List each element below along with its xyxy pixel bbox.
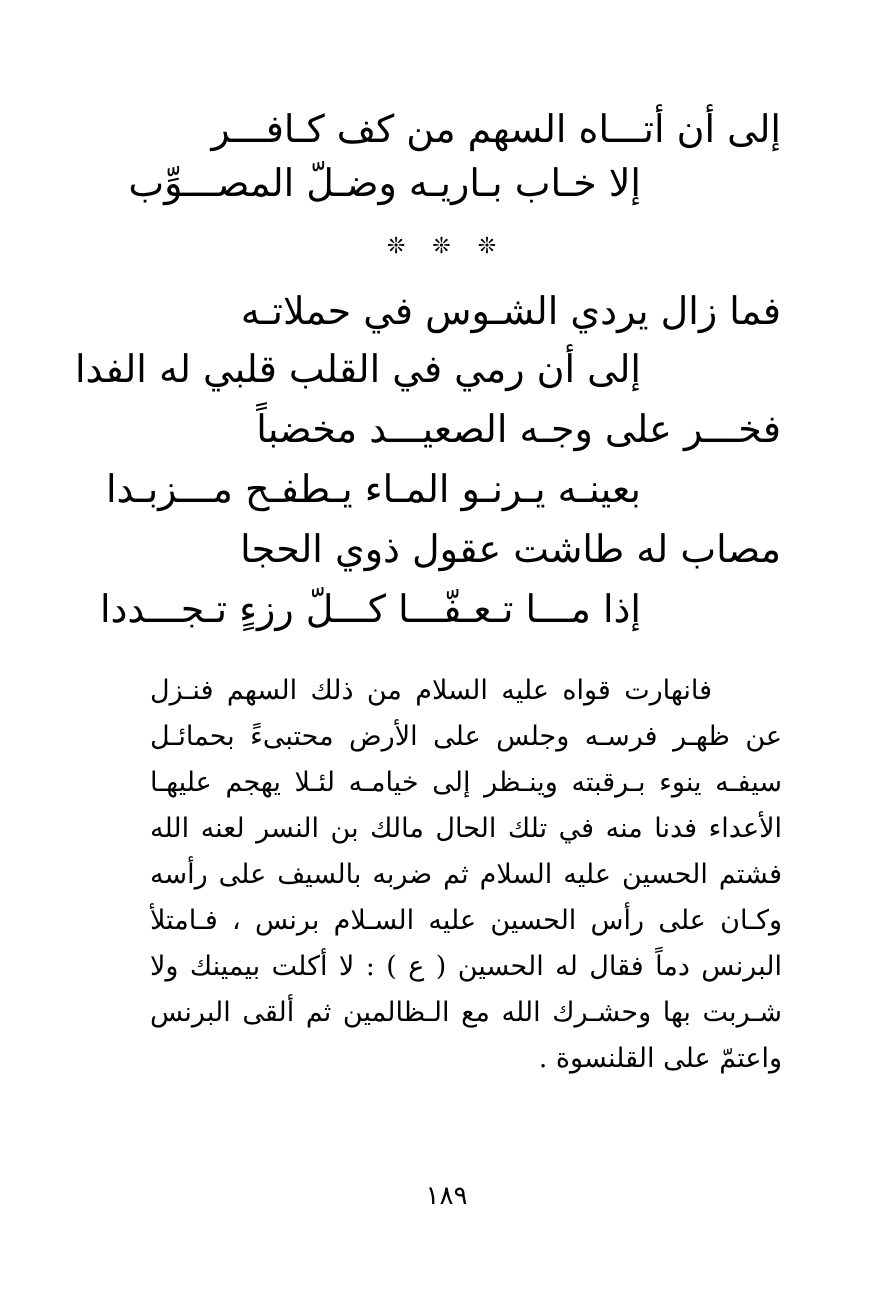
verse-line-8: إذا مـــا تـعـفّـــا كـــلّ رزءٍ تـجـــددا [99,587,641,631]
prose-line-4: الأعداء فدنا منه في تلك الحال مالك بن النسر لعنه الله [150,813,782,844]
page-number: ١٨٩ [425,1181,468,1211]
prose-line-1: فانهارت قواه عليه السلام من ذلك السهم فنـزل [150,675,712,706]
verse-line-5: فخـــر على وجـه الصعيـــد مخضباً [256,407,781,451]
prose-line-5: فشتم الحسين عليه السلام ثم ضربه بالسيف على رأسه [150,859,782,890]
verse-line-6: بعينـه يـرنـو المـاء يـطفـح مـــزبـدا [105,467,641,511]
verse-line-7: مصاب له طاشت عقول ذوي الحجا [240,527,781,571]
verse-line-2: إلا خـاب بـاريـه وضـلّ المصـــوِّب [128,161,641,205]
prose-line-6: وكـان على رأس الحسين عليه السـلام برنس ، فـامتلأ [150,905,782,936]
prose-line-3: سيفـه ينوء بـرقبته وينـظر إلى خيامـه لئـلا يهجم عليهـا [150,767,782,798]
prose-line-7: البرنس دماً فقال له الحسين ( ع ) : لا أكلت بيمينك ولا [150,951,782,982]
prose-line-9: واعتمّ على القلنسوة . [538,1043,782,1074]
prose-line-2: عن ظهـر فرسـه وجلس على الأرض محتبىءً بحمائـل [150,721,782,752]
verse-line-1: إلى أن أتـــاه السهم من كف كـافـــر [211,107,781,151]
prose-line-8: شـربت بها وحشـرك الله مع الـظالمين ثم ألقى البرنس [150,997,782,1028]
section-separator: ❊ ❊ ❊ [386,234,507,259]
prose-paragraph [150,668,782,1082]
verse-line-4: إلى أن رمي في القلب قلبي له الفدا [75,347,641,391]
verse-line-3: فما زال يردي الشـوس في حملاتـه [240,289,781,333]
